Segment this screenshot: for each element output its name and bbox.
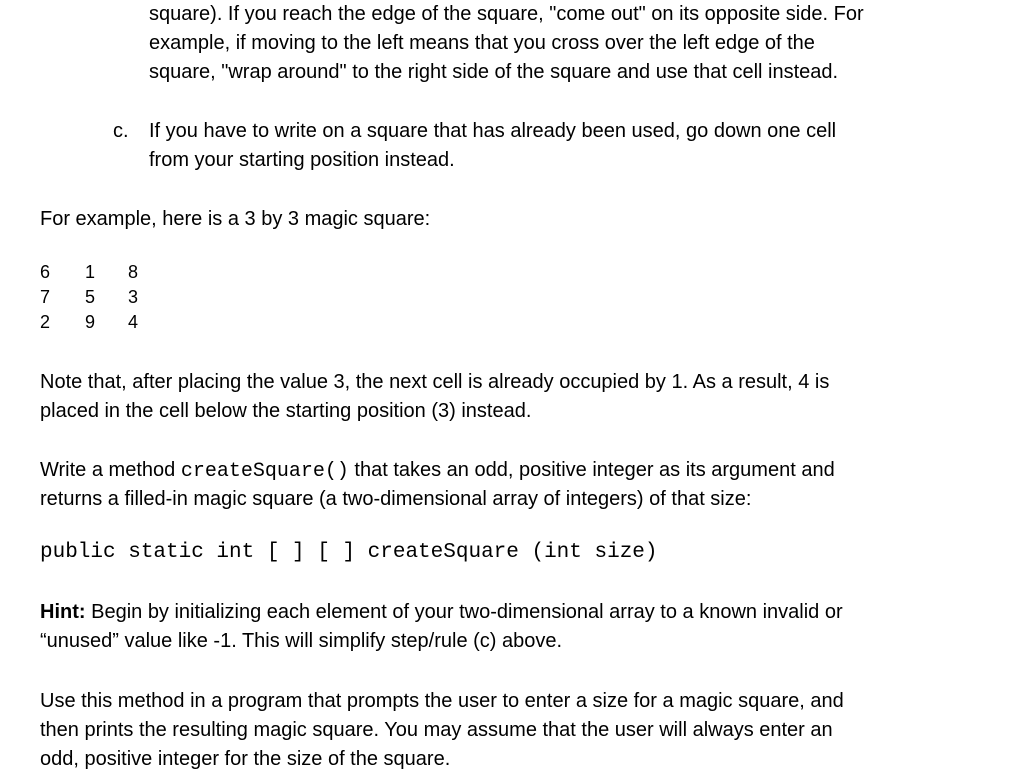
note-line-2: placed in the cell below the starting position (3) instead. xyxy=(40,400,532,422)
square-cell-r3c3: 4 xyxy=(128,312,139,332)
square-cell-r1c1: 6 xyxy=(40,262,51,282)
hint-label: Hint: xyxy=(40,601,86,623)
rule-c-line-1: If you have to write on a square that has already been used, go down one cell xyxy=(149,120,837,142)
method-signature: public static int [ ] [ ] createSquare (int size) xyxy=(40,541,658,564)
square-cell-r1c2: 1 xyxy=(85,262,96,282)
hint-line-1-text: Begin by initializing each element of your two-dimensional array to a known invalid or xyxy=(85,601,843,623)
task-line-1-end: that takes an odd, positive integer as its argument and xyxy=(348,459,835,481)
task-line-2: returns a filled-in magic square (a two-dimensional array of integers) of that size: xyxy=(40,488,752,510)
rule-b-line-3: square, "wrap around" to the right side of the square and use that cell instead. xyxy=(149,61,839,83)
rule-b-line-1: square). If you reach the edge of the square, "come out" on its opposite side. For xyxy=(149,3,864,25)
method-name-code: createSquare() xyxy=(180,460,349,483)
program-line-3: odd, positive integer for the size of the square. xyxy=(40,748,451,770)
square-cell-r1c3: 8 xyxy=(128,262,139,282)
square-cell-r2c2: 5 xyxy=(85,287,96,307)
task-line-1-start: Write a method xyxy=(40,459,181,481)
task-line-1 xyxy=(40,456,835,486)
square-cell-r2c3: 3 xyxy=(128,287,139,307)
rule-b-line-2: example, if moving to the left means that you cross over the left edge of the xyxy=(149,32,815,54)
program-line-1: Use this method in a program that prompts the user to enter a size for a magic square, and xyxy=(40,690,844,712)
example-intro: For example, here is a 3 by 3 magic square: xyxy=(40,208,431,230)
hint-line-2: “unused” value like -1. This will simplify step/rule (c) above. xyxy=(40,630,563,652)
square-cell-r3c2: 9 xyxy=(85,312,96,332)
square-cell-r2c1: 7 xyxy=(40,287,51,307)
rule-c-line-2: from your starting position instead. xyxy=(149,149,455,171)
rule-c-marker: c. xyxy=(113,120,129,142)
square-cell-r3c1: 2 xyxy=(40,312,51,332)
program-line-2: then prints the resulting magic square. You may assume that the user will always enter an xyxy=(40,719,833,741)
hint-line-1 xyxy=(40,598,843,627)
note-line-1: Note that, after placing the value 3, the next cell is already occupied by 1. As a result, 4 is xyxy=(40,371,830,393)
